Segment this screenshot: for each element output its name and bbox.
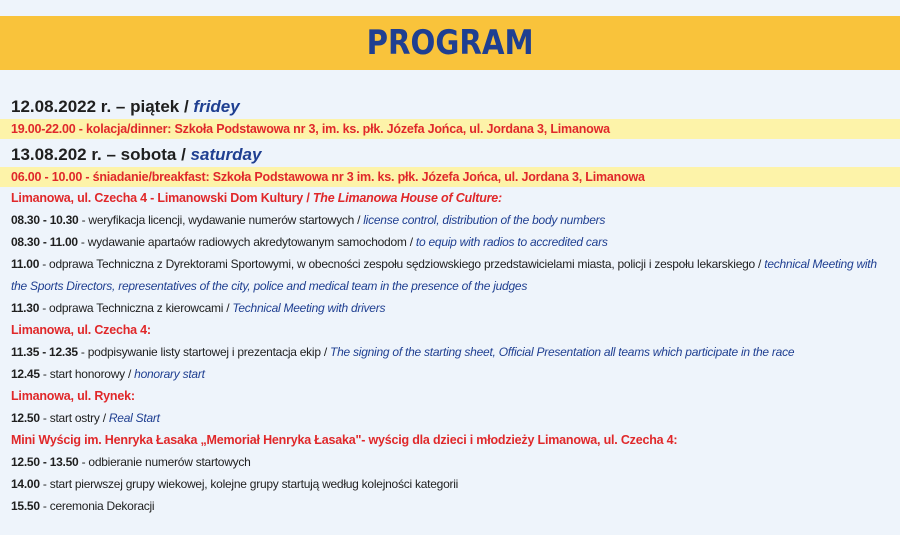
location-heading: Mini Wyścig im. Henryka Łasaka „Memoriał Henryka Łasaka"- wyścig dla dzieci i młodzieży Limanowa, ul. Czecha 4: [11, 433, 678, 447]
item-text-pl: - start ostry / [39, 411, 109, 425]
item-text-pl: - start honorowy / [39, 367, 135, 381]
day-heading-1 [0, 95, 900, 119]
day-heading-pl: 13.08.202 r. – sobota / [11, 145, 191, 164]
item-text-en: to equip with radios to accredited cars [415, 235, 608, 249]
schedule-item [0, 341, 900, 363]
item-text-pl: - weryfikacja licencji, wydawanie numerów startowych / [78, 213, 364, 227]
item-text-pl: - podpisywanie listy startowej i prezentacja ekip / [77, 345, 331, 359]
item-text-pl: - odprawa Techniczna z Dyrektorami Sportowymi, w obecności zespołu sędziowskiego przedstawicielami miasta, policji i zespołu lekarskiego / [39, 257, 765, 271]
location-heading: Limanowa, ul. Rynek: [11, 389, 135, 403]
location-en: The Limanowa House of Culture: [312, 191, 503, 205]
schedule-item [0, 407, 900, 429]
item-time: 08.30 - 10.30 [11, 213, 79, 227]
item-text-pl: - start pierwszej grupy wiekowej, kolejne grupy startują według kolejności kategorii [39, 477, 459, 491]
item-text-en: Real Start [108, 411, 160, 425]
schedule-item [0, 209, 900, 231]
item-text-en: technical Meeting with the Sports Directors, representatives of the city, police and medical team in the presence of the judges [11, 257, 877, 293]
item-text-en: honorary start [134, 367, 205, 381]
schedule-item [0, 451, 900, 473]
item-text-pl: - wydawanie apartaów radiowych akredytowanym samochodom / [77, 235, 416, 249]
item-text-en: The signing of the starting sheet, Official Presentation all teams which participate in the race [330, 345, 795, 359]
item-time: 11.00 [11, 257, 40, 271]
item-text-pl: - odprawa Techniczna z kierowcami / [39, 301, 233, 315]
day-heading-2 [0, 143, 900, 167]
day-heading-en: saturday [190, 145, 262, 164]
title-banner [0, 16, 900, 70]
item-time: 12.45 [11, 367, 40, 381]
dinner-line: 19.00-22.00 - kolacja/dinner: Szkoła Podstawowa nr 3, im. ks. płk. Józefa Jońca, ul. Jordana 3, Limanowa [0, 119, 900, 139]
item-text-pl: - odbieranie numerów startowych [78, 455, 251, 469]
location-pl: Limanowa, ul. Czecha 4 - Limanowski Dom Kultury / [11, 191, 313, 205]
item-text-en: license control, distribution of the body numbers [363, 213, 606, 227]
page-title: PROGRAM [366, 23, 534, 63]
location-heading: Limanowa, ul. Czecha 4: [11, 323, 151, 337]
schedule-item [0, 231, 900, 253]
item-time: 08.30 - 11.00 [11, 235, 78, 249]
item-time: 12.50 - 13.50 [11, 455, 79, 469]
program-content [0, 95, 900, 517]
day-heading-en: fridey [193, 97, 240, 116]
schedule-item [0, 253, 900, 297]
item-time: 12.50 [11, 411, 40, 425]
item-time: 14.00 [11, 477, 40, 491]
location-heading [0, 187, 900, 209]
breakfast-line: 06.00 - 10.00 - śniadanie/breakfast: Szkoła Podstawowa nr 3 im. ks. płk. Józefa Jońca, ul. Jordana 3, Limanowa [0, 167, 900, 187]
item-time: 15.50 [11, 499, 40, 513]
schedule-item [0, 297, 900, 319]
item-text-pl: - ceremonia Dekoracji [39, 499, 155, 513]
item-text-en: Technical Meeting with drivers [232, 301, 386, 315]
schedule-item [0, 473, 900, 495]
schedule-item [0, 495, 900, 517]
day-heading-pl: 12.08.2022 r. – piątek / [11, 97, 194, 116]
item-time: 11.30 [11, 301, 40, 315]
schedule-item [0, 363, 900, 385]
item-time: 11.35 - 12.35 [11, 345, 78, 359]
